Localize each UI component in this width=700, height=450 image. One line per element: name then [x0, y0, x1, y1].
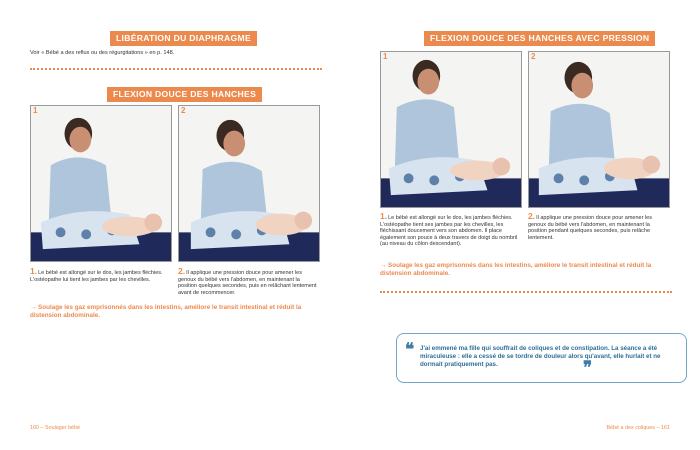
page-footer-right: Bébé a des coliques – 161	[606, 425, 670, 431]
step-1-caption	[30, 268, 170, 283]
step-number: 1.	[30, 266, 38, 276]
step-1-caption	[380, 213, 520, 248]
step-text: Il applique une pression douce pour amener les genoux du bébé vers l'abdomen, en maintenant la position pendant quelques secondes, puis relâche lentement.	[528, 215, 652, 241]
photo-step-1	[30, 105, 172, 262]
step-text: Il applique une pression douce pour amener les genoux du bébé vers l'abdomen, en maintenant la position quelques secondes, puis en relâchant lentement avant de recommencer.	[178, 270, 317, 296]
section-title-diaphragm: LIBÉRATION DU DIAPHRAGME	[110, 31, 257, 46]
section-title-hip-flexion: FLEXION DOUCE DES HANCHES	[107, 87, 262, 102]
photo-number: 1	[383, 52, 388, 61]
step-text: Le bébé est allongé sur le dos, les jambes fléchies. L'ostéopathe tient ses jambes par les chevilles, les fléchissant doucement vers son abdomen. Il place également son pouce à deux travers de doigt du nombril (au niveau du côlon descendant).	[380, 215, 518, 248]
close-quote-icon: ❞	[583, 358, 593, 378]
photo-step-2	[178, 105, 320, 262]
dotted-divider	[30, 68, 322, 70]
step-number: 1.	[380, 211, 388, 221]
illustration-osteopath-baby	[31, 106, 171, 261]
photo-step-2	[528, 51, 670, 208]
step-number: 2.	[528, 211, 536, 221]
step-number: 2.	[178, 266, 186, 276]
illustration-osteopath-baby	[529, 52, 669, 207]
photo-step-1	[380, 51, 522, 208]
testimonial-text: J'ai emmené ma fille qui souffrait de coliques et de constipation. La séance a été miraculeuse : elle a cessé de se tordre de douleur alors qu'avant, elle hurlait et ne dormait pratiquement pas.	[420, 345, 661, 368]
illustration-osteopath-baby	[179, 106, 319, 261]
step-2-caption	[528, 213, 670, 241]
step-text: Le bébé est allongé sur le dos, les jambes fléchies. L'ostéopathe lui tient les jambes par les chevilles.	[30, 270, 163, 283]
photo-number: 1	[33, 106, 38, 115]
cross-reference: Voir « Bébé a des reflux ou des régurgitations » en p. 148.	[30, 50, 175, 56]
right-page	[350, 0, 700, 450]
photo-number: 2	[531, 52, 536, 61]
dotted-divider	[380, 291, 672, 293]
page-footer-left: 160 – Soulager bébé	[30, 425, 81, 431]
step-2-caption	[178, 268, 320, 296]
illustration-osteopath-baby	[381, 52, 521, 207]
photo-number: 2	[181, 106, 186, 115]
section-title-hip-flexion-pressure: FLEXION DOUCE DES HANCHES AVEC PRESSION	[424, 31, 655, 46]
testimonial-box	[396, 333, 687, 383]
open-quote-icon: ❝	[405, 340, 415, 360]
benefit-note: → Soulage les gaz emprisonnés dans les intestins, améliore le transit intestinal et réduit la distension abdominale.	[30, 304, 302, 319]
benefit-note: → Soulage les gaz emprisonnés dans les intestins, améliore le transit intestinal et réduit la distension abdominale.	[380, 262, 652, 277]
